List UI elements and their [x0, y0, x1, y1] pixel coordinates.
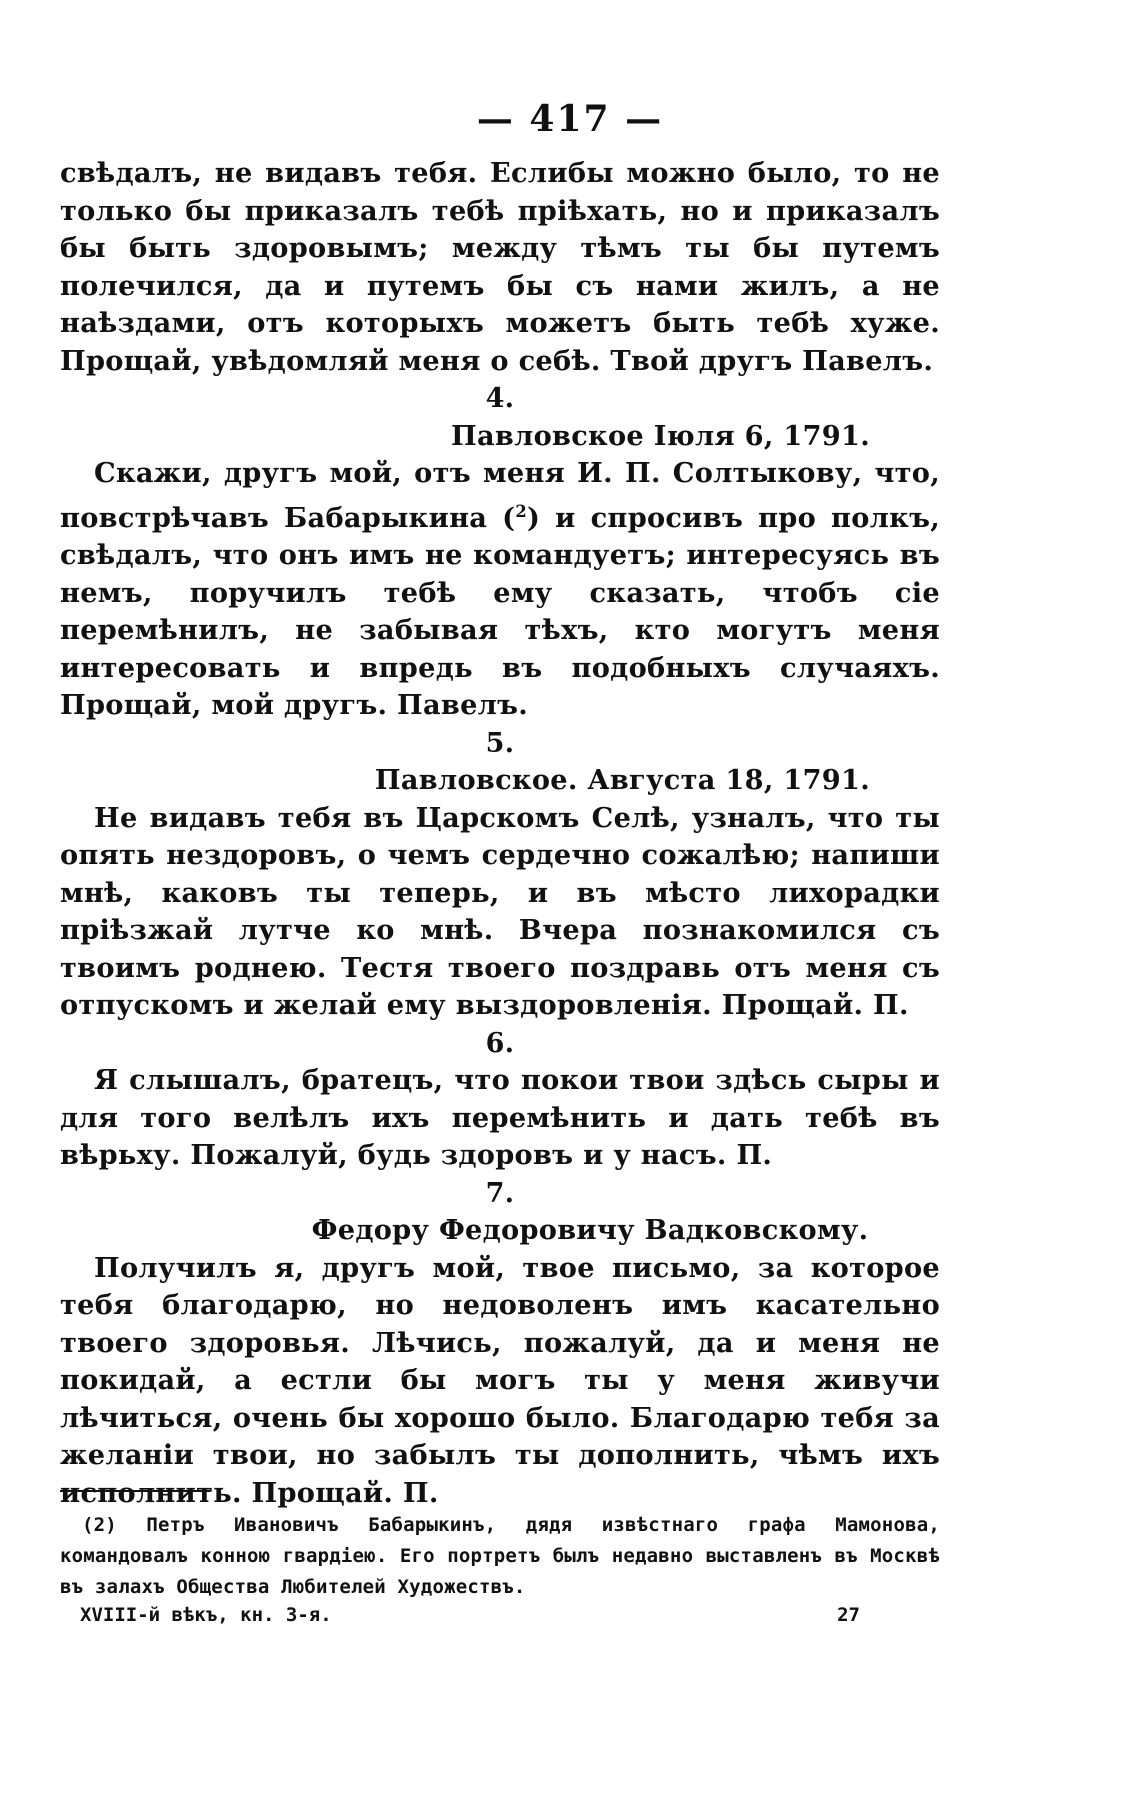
footnote-reference[interactable]: 2 — [515, 501, 528, 521]
letter-7-number: 7. — [485, 1177, 515, 1209]
letter-6-text: Я слышалъ, братецъ, что покои твои здѣсь сыры и для того велѣлъ ихъ перемѣнить и дать тебѣ въ вѣрьху. Пожалуй, будь здоровъ и у насъ. П. — [60, 1064, 940, 1172]
letter-7-text: Получилъ я, другъ мой, твое письмо, за которое тебя благодарю, но недоволенъ имъ касательно твоего здоровья. Лѣчись, пожалуй, да и меня не покидай, а естли бы могъ ты у меня живучи лѣчиться, очень бы хорошо было. Благодарю тебя за желаніи твои, но забылъ ты дополнить, чѣмъ ихъ исполнить. Прощай. П. — [60, 1251, 940, 1509]
footnote-rule — [60, 1490, 210, 1492]
letter-4-text-start: Скажи, другъ мой, отъ меня И. П. Солтыкову, что, повстрѣчавъ Бабарыкина ( — [60, 457, 940, 534]
letter-4-text-end: ) и спросивъ про полкъ, свѣдалъ, что онъ имъ не командуетъ; интересуясь въ немъ, поручилъ тебѣ ему сказать, чтобъ сіе перемѣнилъ, не забывая тѣхъ, кто могутъ меня интересовать и впредь въ подобныхъ случаяхъ. Прощай, мой другъ. Павелъ. — [60, 501, 940, 722]
footnote-text: Петръ Ивановичъ Бабарыкинъ, дядя извѣстнаго графа Мамонова, командовалъ конною гвардіею. Его портретъ былъ недавно выставленъ въ Москвѣ въ залахъ Общества Любителей Художествъ. — [60, 1514, 941, 1598]
letter-5-number: 5. — [485, 727, 515, 759]
main-text — [60, 155, 940, 1512]
letter-4-text — [60, 455, 940, 725]
sheet-number: 27 — [837, 1604, 860, 1626]
continued-letter-text: свѣдалъ, не видавъ тебя. Еслибы можно было, то не только бы приказалъ тебѣ пріѣхать, но и приказалъ бы быть здоровымъ; между тѣмъ ты бы путемъ полечился, да и путемъ бы съ нами жилъ, а не наѣздами, отъ которыхъ можетъ быть тебѣ хуже. Прощай, увѣдомляй меня о себѣ. Твой другъ Павелъ. — [60, 157, 940, 377]
footnote — [60, 1510, 940, 1603]
letter-7-addressee: Федору Федоровичу Вадковскому. — [311, 1214, 869, 1247]
letter-4-number: 4. — [485, 383, 515, 414]
letter-4-place-date: Павловское Іюля 6, 1791. — [451, 419, 870, 452]
footnote-mark: (2) — [82, 1514, 117, 1536]
letter-5-place-date: Павловское. Августа 18, 1791. — [374, 764, 870, 797]
page-number: — 417 — — [476, 98, 664, 140]
letter-6-number: 6. — [485, 1027, 515, 1059]
series-title: XVIII-й вѣкъ, кн. 3-я. — [80, 1604, 332, 1626]
letter-5-text: Не видавъ тебя въ Царскомъ Селѣ, узналъ, что ты опять нездоровъ, о чемъ сердечно сожалѣю; напиши мнѣ, каковъ ты теперь, и въ мѣсто лихорадки пріѣзжай лутче ко мнѣ. Вчера познакомился съ твоимъ роднею. Тестя твоего поздравь отъ меня съ отпускомъ и желай ему выздоровленія. Прощай. П. — [60, 801, 940, 1022]
